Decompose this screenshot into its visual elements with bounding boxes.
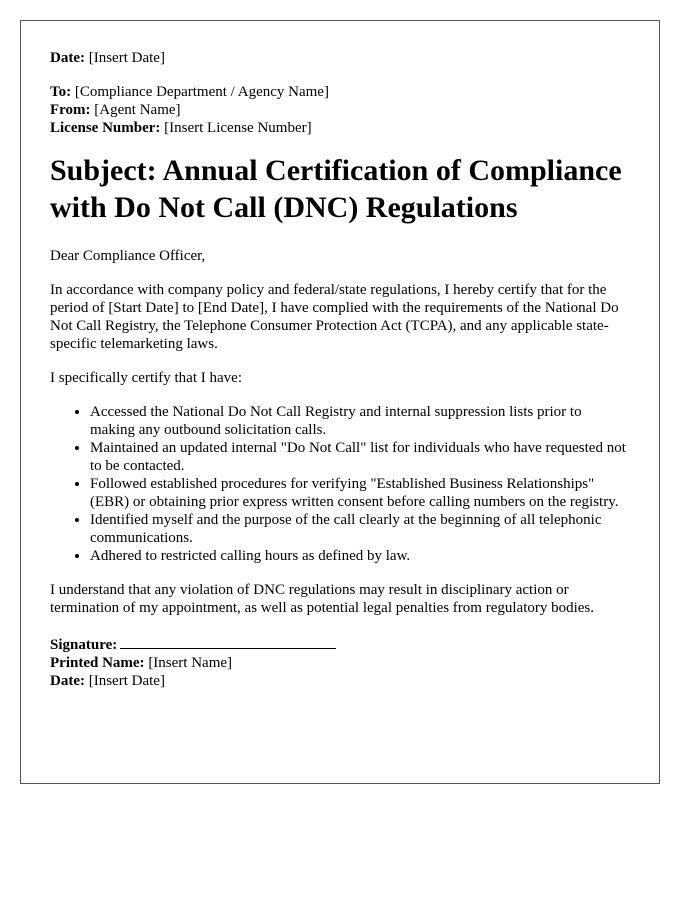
list-item: • Identified myself and the purpose of the call clearly at the beginning of all telephonic communications.: [90, 511, 630, 547]
from-label: From:: [50, 102, 91, 118]
list-item: • Adhered to restricted calling hours as defined by law.: [90, 547, 630, 565]
certify-lead: I specifically certify that I have:: [50, 370, 242, 386]
signature-block: [50, 633, 630, 690]
header-spacer: [50, 67, 630, 83]
list-item: • Followed established procedures for verifying "Established Business Relationships" (EBR) or obtaining prior express written consent before calling numbers on the registry.: [90, 475, 630, 511]
from-line: [50, 101, 630, 119]
signature-label: Signature:: [50, 637, 118, 653]
signature-underline: [120, 633, 336, 649]
date-label: Date:: [50, 50, 85, 66]
date-value: [Insert Date]: [88, 50, 165, 66]
to-value: [Compliance Department / Agency Name]: [74, 84, 329, 100]
to-line: [50, 83, 630, 101]
signature-date-value: [Insert Date]: [88, 673, 165, 689]
signature-date-label: Date:: [50, 673, 85, 689]
intro-paragraph: In accordance with company policy and federal/state regulations, I hereby certify that for the period of [Start Date] to [End Date], I have complied with the requirements of the National Do Not Call Registry, the Telephone Consumer Protection Act (TCPA), and any applicable state-specific telemarketing laws.: [50, 282, 619, 352]
salutation: Dear Compliance Officer,: [50, 248, 206, 264]
closing-paragraph: I understand that any violation of DNC regulations may result in disciplinary action or termination of my appointment, as well as potential legal penalties from regulatory bodies.: [50, 582, 595, 616]
to-label: To:: [50, 84, 72, 100]
date-line: [50, 49, 630, 67]
printed-name-line: [50, 654, 630, 672]
subject-heading: Subject: Annual Certification of Compliance with Do Not Call (DNC) Regulations: [50, 154, 622, 224]
printed-name-value: [Insert Name]: [148, 655, 233, 671]
from-value: [Agent Name]: [94, 102, 181, 118]
list-item: • Maintained an updated internal "Do Not Call" list for individuals who have requested not to be contacted.: [90, 439, 630, 475]
printed-name-label: Printed Name:: [50, 655, 145, 671]
list-item: • Accessed the National Do Not Call Registry and internal suppression lists prior to making any outbound solicitation calls.: [90, 403, 630, 439]
signature-line: [50, 633, 630, 654]
license-line: [50, 119, 630, 137]
signature-date-line: [50, 672, 630, 690]
certification-list: [50, 403, 630, 565]
letter-page: [20, 20, 660, 784]
license-label: License Number:: [50, 120, 161, 136]
license-value: [Insert License Number]: [164, 120, 312, 136]
